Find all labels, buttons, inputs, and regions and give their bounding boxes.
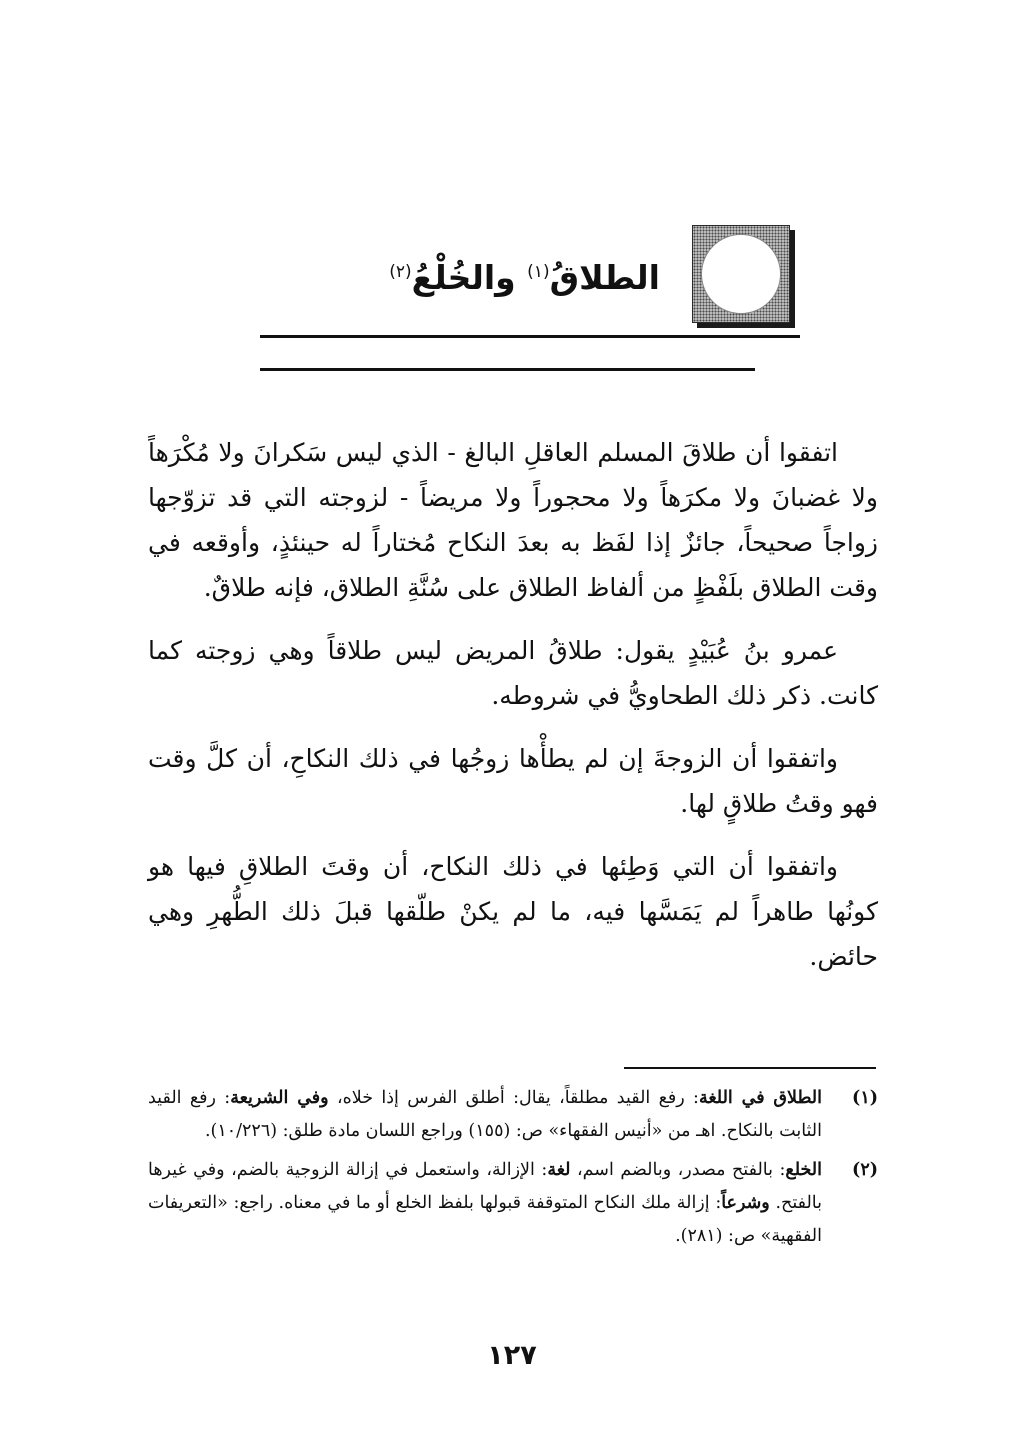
footnote-text-segment: : رفع القيد مطلقاً، يقال: أطلق الفرس إذا خلاه، xyxy=(328,1088,699,1108)
footnote-2 xyxy=(148,1154,878,1253)
footnote-number: (١) xyxy=(852,1088,878,1108)
ornament-circle xyxy=(701,234,781,314)
footnotes xyxy=(148,1082,878,1259)
footnote-ref-2[interactable]: (٢) xyxy=(389,262,412,282)
paragraph: واتفقوا أن التي وَطِئها في ذلك النكاح، أن وقتَ الطلاقِ فيها هو كونُها طاهراً لم يَمَسَّها فيه، ما لم يكنْ طلّقها قبلَ ذلك الطُّهرِ وهي حائض. xyxy=(148,852,878,971)
paragraph: واتفقوا أن الزوجةَ إن لم يطأْها زوجُها في ذلك النكاحِ، أن كلَّ وقت فهو وقتُ طلاقٍ لها. xyxy=(148,744,878,818)
footnote-text-segment: : رفع القيد الثابت بالنكاح. اهـ من «أنيس الفقهاء» ص: (١٥٥) وراجع اللسان مادة طلق: (١٠/٢٢٦). xyxy=(148,1088,822,1141)
header-rule-top xyxy=(260,335,800,338)
footnote-term: وشرعاً xyxy=(721,1193,770,1213)
footnote-text xyxy=(148,1154,822,1253)
body-text xyxy=(148,430,878,997)
footnote-text xyxy=(148,1082,822,1148)
paragraph: اتفقوا أن طلاقَ المسلم العاقلِ البالغ - الذي ليس سَكرانَ ولا مُكْرَهاً ولا غضبانَ ولا مكرَهاً ولا محجوراً ولا مريضاً - لزوجته التي قد تزوّجها زواجاً صحيحاً، جائزٌ إذا لفَظ به بعدَ النكاح مُختاراً له حينئذٍ، وأوقعه في وقت الطلاق بلَفْظٍ من ألفاظ الطلاق على سُنَّةِ الطلاق، فإنه طلاقٌ. xyxy=(148,438,878,602)
footnote-separator xyxy=(624,1067,876,1069)
footnote-term: وفي الشريعة xyxy=(230,1088,329,1108)
page-number: ١٢٧ xyxy=(487,1340,537,1371)
ornament-frame-icon xyxy=(692,225,790,323)
footnote-text-segment: : بالفتح مصدر، وبالضم اسم، xyxy=(570,1160,786,1180)
footnote-term: الطلاق في اللغة xyxy=(698,1088,822,1108)
footnote-text-segment: : الإزالة، واستعمل في إزالة الزوجية بالضم، وفي غيرها بالفتح. xyxy=(148,1160,822,1213)
header-rule-bottom xyxy=(260,368,755,371)
footnote-text-segment: : إزالة ملك النكاح المتوقفة قبولها بلفظ الخلع أو ما في معناه. راجع: «التعريفات الفقهية» ص: (٢٨١). xyxy=(148,1193,822,1246)
chapter-title-part1: الطلاقُ xyxy=(549,258,660,297)
footnote-term: لغة xyxy=(547,1160,571,1180)
footnote-number: (٢) xyxy=(852,1160,878,1180)
chapter-title-part2: والخُلْعُ xyxy=(411,258,528,297)
footnote-1 xyxy=(148,1082,878,1148)
chapter-header xyxy=(250,225,790,375)
footnote-ref-1[interactable]: (١) xyxy=(527,262,550,282)
footnote-term: الخلع xyxy=(785,1160,823,1180)
paragraph: عمرو بنُ عُبَيْدٍ يقول: طلاقُ المريض ليس طلاقاً وهي زوجته كما كانت. ذكر ذلك الطحاويُّ في شروطه. xyxy=(148,636,878,710)
chapter-title xyxy=(389,255,660,301)
